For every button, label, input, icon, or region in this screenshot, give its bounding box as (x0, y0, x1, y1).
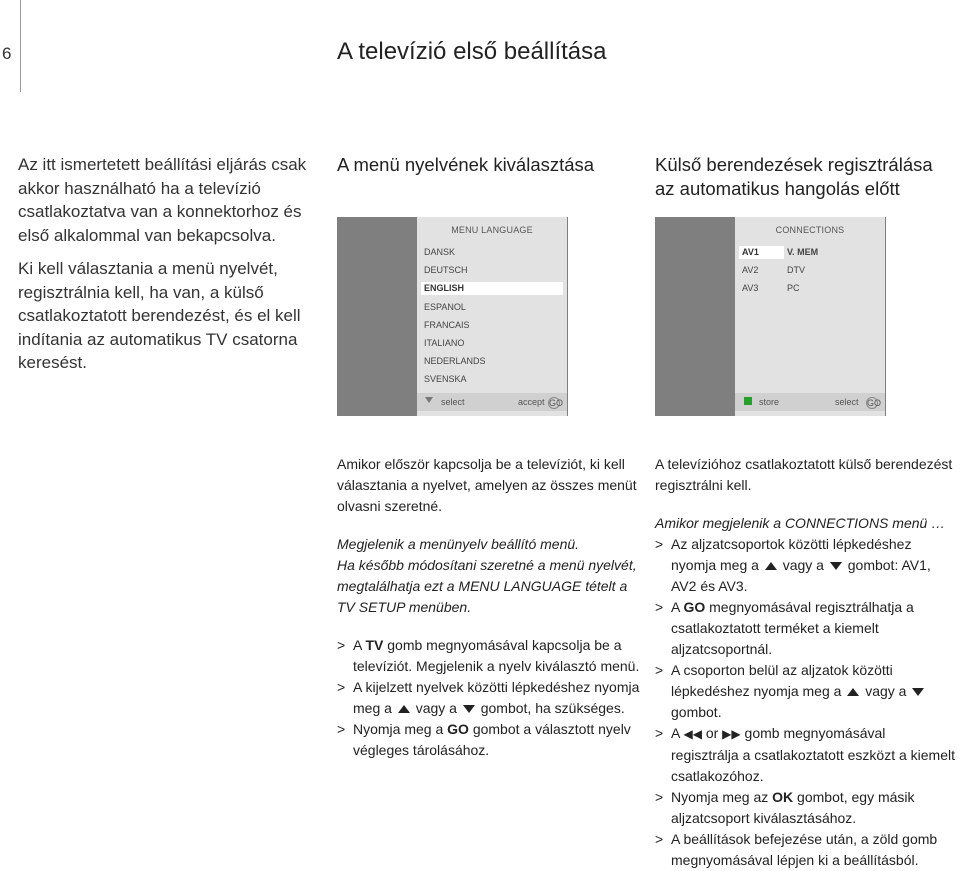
language-option-selected[interactable]: ENGLISH (421, 282, 563, 295)
connections-step-4: > A ◀◀ or ▶▶ gomb megnyomásával regisztrálja a csatlakoztatott eszközt a kiemelt csatlakozóhoz. (655, 725, 956, 784)
page-title: A televízió első beállítása (337, 38, 607, 65)
go-button-icon: GO (549, 398, 564, 408)
language-instructions (337, 454, 642, 761)
up-arrow-icon (398, 705, 410, 713)
select-hint: select (441, 397, 465, 407)
accept-hint: accept (518, 397, 545, 407)
device-av1[interactable]: V. MEM (787, 247, 819, 257)
down-arrow-icon (463, 705, 475, 713)
language-lead: Amikor először kapcsolja be a televíziót, ki kell választania a nyelvet, amelyen az összes menüt olvasni szeretné. (337, 456, 637, 514)
language-note-2: Ha később módosítani szeretné a menü nyelvét, megtalálhatja ezt a MENU LANGUAGE tételt a TV SETUP menüben. (337, 557, 637, 615)
socket-av2[interactable]: AV2 (742, 265, 759, 275)
language-note-1: Megjelenik a menünyelv beállító menü. (337, 536, 580, 552)
language-step-3: > Nyomja meg a GO gombot a választott nyelv végleges tárolásához. (337, 721, 631, 758)
green-button-icon (744, 397, 752, 405)
language-option[interactable]: SVENSKA (424, 374, 467, 384)
language-step-1: > A TV gomb megnyomásával kapcsolja be a televíziót. Megjelenik a nyelv kiválasztó menü. (337, 637, 640, 674)
go-button-icon: GO (867, 398, 882, 408)
select-hint: select (835, 397, 859, 407)
margin-divider (20, 0, 21, 92)
language-section-heading: A menü nyelvének kiválasztása (337, 154, 595, 175)
down-arrow-icon (830, 562, 842, 570)
rewind-icon: ◀◀ (683, 727, 702, 741)
down-arrow-icon (912, 688, 924, 696)
connections-step-5: > Nyomja meg az OK gombot, egy másik aljzatcsoport kiválasztásához. (655, 789, 915, 826)
language-option[interactable]: DEUTSCH (424, 265, 468, 275)
connections-panel (735, 217, 885, 416)
language-option[interactable]: ESPANOL (424, 302, 466, 312)
language-option[interactable]: FRANCAIS (424, 320, 470, 330)
page-number: 6 (2, 44, 12, 63)
menu-language-footer (417, 393, 567, 411)
socket-av1-selected[interactable]: AV1 (739, 246, 784, 259)
connections-screen (655, 217, 886, 416)
connections-step-1: > Az aljzatcsoportok közötti lépkedéshez nyomja meg a vagy a gombot: AV1, AV2 és AV3. (655, 536, 931, 594)
connections-step-2: > A GO megnyomásával regisztrálhatja a csatlakoztatott terméket a kiemelt aljzatcsoportnál. (655, 599, 914, 657)
language-step-2: > A kijelzett nyelvek közötti lépkedéshez nyomja meg a vagy a gombot, ha szükséges. (337, 679, 640, 716)
connections-intro: Amikor megjelenik a CONNECTIONS menü … (655, 515, 946, 531)
connections-lead: A televízióhoz csatlakoztatott külső berendezést regisztrálni kell. (655, 456, 953, 493)
intro-paragraph-2: Ki kell választania a menü nyelvét, regisztrálnia kell, ha van, a külső csatlakoztatott berendezést, és el kell indítania az automatikus TV csatorna keresést. (18, 259, 301, 372)
language-option[interactable]: NEDERLANDS (424, 356, 486, 366)
connections-step-6: > A beállítások befejezése után, a zöld gomb megnyomásával lépjen ki a beállításból. (655, 831, 938, 868)
menu-language-panel (417, 217, 567, 416)
up-arrow-icon (847, 688, 859, 696)
connections-step-3: > A csoporton belül az aljzatok közötti lépkedéshez nyomja meg a vagy a gombot. (655, 660, 955, 723)
language-option[interactable]: ITALIANO (424, 338, 465, 348)
connections-section-heading: Külső berendezések regisztrálása az automatikus hangolás előtt (655, 154, 933, 199)
down-arrow-icon (425, 397, 433, 403)
fast-forward-icon: ▶▶ (722, 727, 741, 741)
socket-av3[interactable]: AV3 (742, 283, 759, 293)
connections-footer (735, 393, 885, 411)
intro-paragraph-1: Az itt ismertetett beállítási eljárás csak akkor használható ha a televízió csatlakoztatva van a konnektorhoz és első alkalommal van bekapcsolva. (18, 155, 307, 245)
intro-text (18, 153, 318, 385)
connections-instructions (655, 454, 955, 871)
device-av2[interactable]: DTV (787, 265, 805, 275)
device-av3[interactable]: PC (787, 283, 800, 293)
connections-title: CONNECTIONS (775, 225, 845, 235)
language-option[interactable]: DANSK (424, 247, 456, 257)
store-hint: store (759, 397, 780, 407)
menu-language-title: MENU LANGUAGE (451, 225, 533, 235)
up-arrow-icon (765, 562, 777, 570)
menu-language-screen (337, 217, 568, 416)
